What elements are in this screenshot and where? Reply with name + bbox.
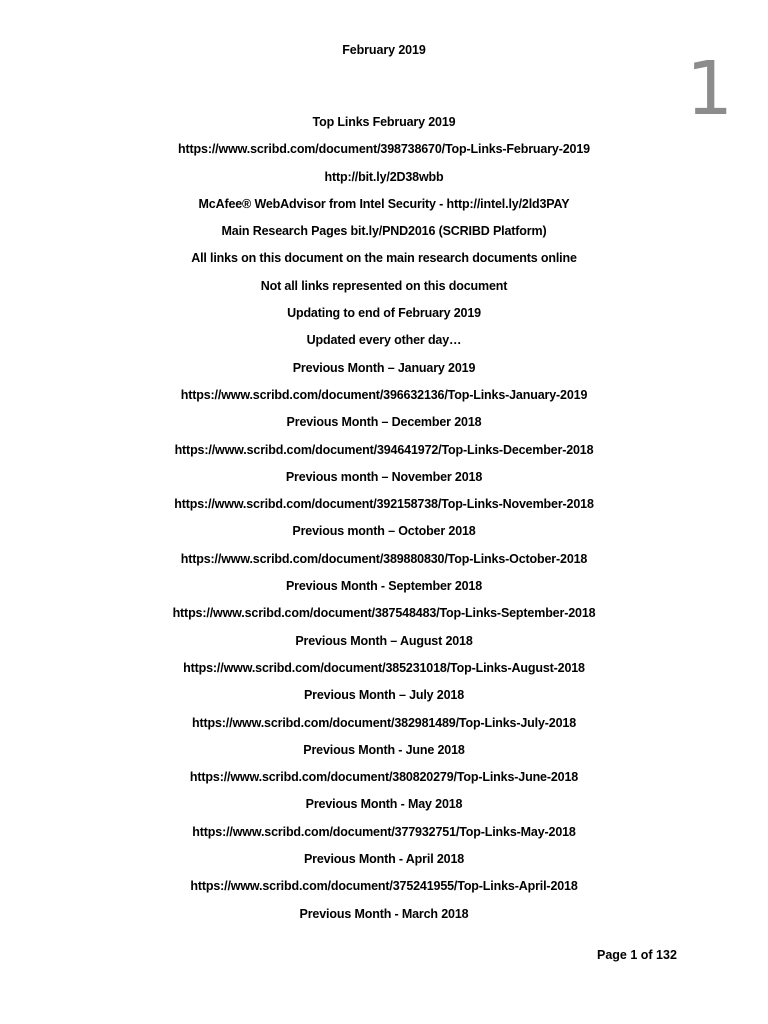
document-link-line[interactable]: https://www.scribd.com/document/385231018/Top-Links-August-2018: [183, 660, 585, 675]
document-text-line: Previous Month - May 2018: [305, 797, 463, 812]
document-text-line: Previous Month – July 2018: [303, 688, 465, 703]
document-text-line: Previous Month – August 2018: [295, 633, 473, 648]
document-text-line: Previous Month – December 2018: [286, 415, 482, 430]
document-link-line[interactable]: https://www.scribd.com/document/387548483/Top-Links-September-2018: [172, 606, 596, 621]
document-text-line: Previous Month – January 2019: [292, 360, 476, 375]
document-link-line[interactable]: https://www.scribd.com/document/396632136/Top-Links-January-2019: [180, 387, 588, 402]
document-text-line: Previous month – November 2018: [285, 469, 483, 484]
document-link-line[interactable]: http://bit.ly/2D38wbb: [324, 169, 444, 184]
page-number-large: 1: [686, 46, 734, 132]
document-text-line: Previous Month - September 2018: [285, 579, 483, 594]
document-link-line[interactable]: https://www.scribd.com/document/375241955/Top-Links-April-2018: [190, 879, 578, 894]
document-link-line[interactable]: https://www.scribd.com/document/377932751/Top-Links-May-2018: [192, 824, 576, 839]
document-text-line: Previous Month - April 2018: [303, 852, 465, 867]
document-text-line: Updating to end of February 2019: [287, 306, 481, 321]
document-link-line[interactable]: https://www.scribd.com/document/389880830/Top-Links-October-2018: [180, 551, 588, 566]
document-link-line[interactable]: https://www.scribd.com/document/394641972/Top-Links-December-2018: [174, 442, 594, 457]
header-date: February 2019: [342, 43, 426, 57]
document-link-line[interactable]: https://www.scribd.com/document/380820279/Top-Links-June-2018: [189, 770, 579, 785]
document-text-line: Previous month – October 2018: [292, 524, 476, 539]
document-lines: [0, 114, 768, 933]
document-text-line: Previous Month - March 2018: [299, 906, 469, 921]
document-text-line: Not all links represented on this document: [260, 278, 508, 293]
document-text-line: Previous Month - June 2018: [303, 742, 465, 757]
document-link-line[interactable]: https://www.scribd.com/document/392158738/Top-Links-November-2018: [174, 497, 594, 512]
footer-page-label: Page 1 of 132: [597, 948, 677, 962]
document-link-line[interactable]: https://www.scribd.com/document/398738670/Top-Links-February-2019: [178, 142, 590, 157]
document-link-line[interactable]: https://www.scribd.com/document/382981489/Top-Links-July-2018: [191, 715, 576, 730]
document-text-line: Updated every other day…: [306, 333, 462, 348]
document-text-line: All links on this document on the main research documents online: [191, 251, 577, 266]
document-text-line: McAfee® WebAdvisor from Intel Security - http://intel.ly/2ld3PAY: [198, 196, 570, 211]
document-text-line: Main Research Pages bit.ly/PND2016 (SCRIBD Platform): [221, 224, 547, 239]
document-text-line: Top Links February 2019: [312, 115, 456, 129]
